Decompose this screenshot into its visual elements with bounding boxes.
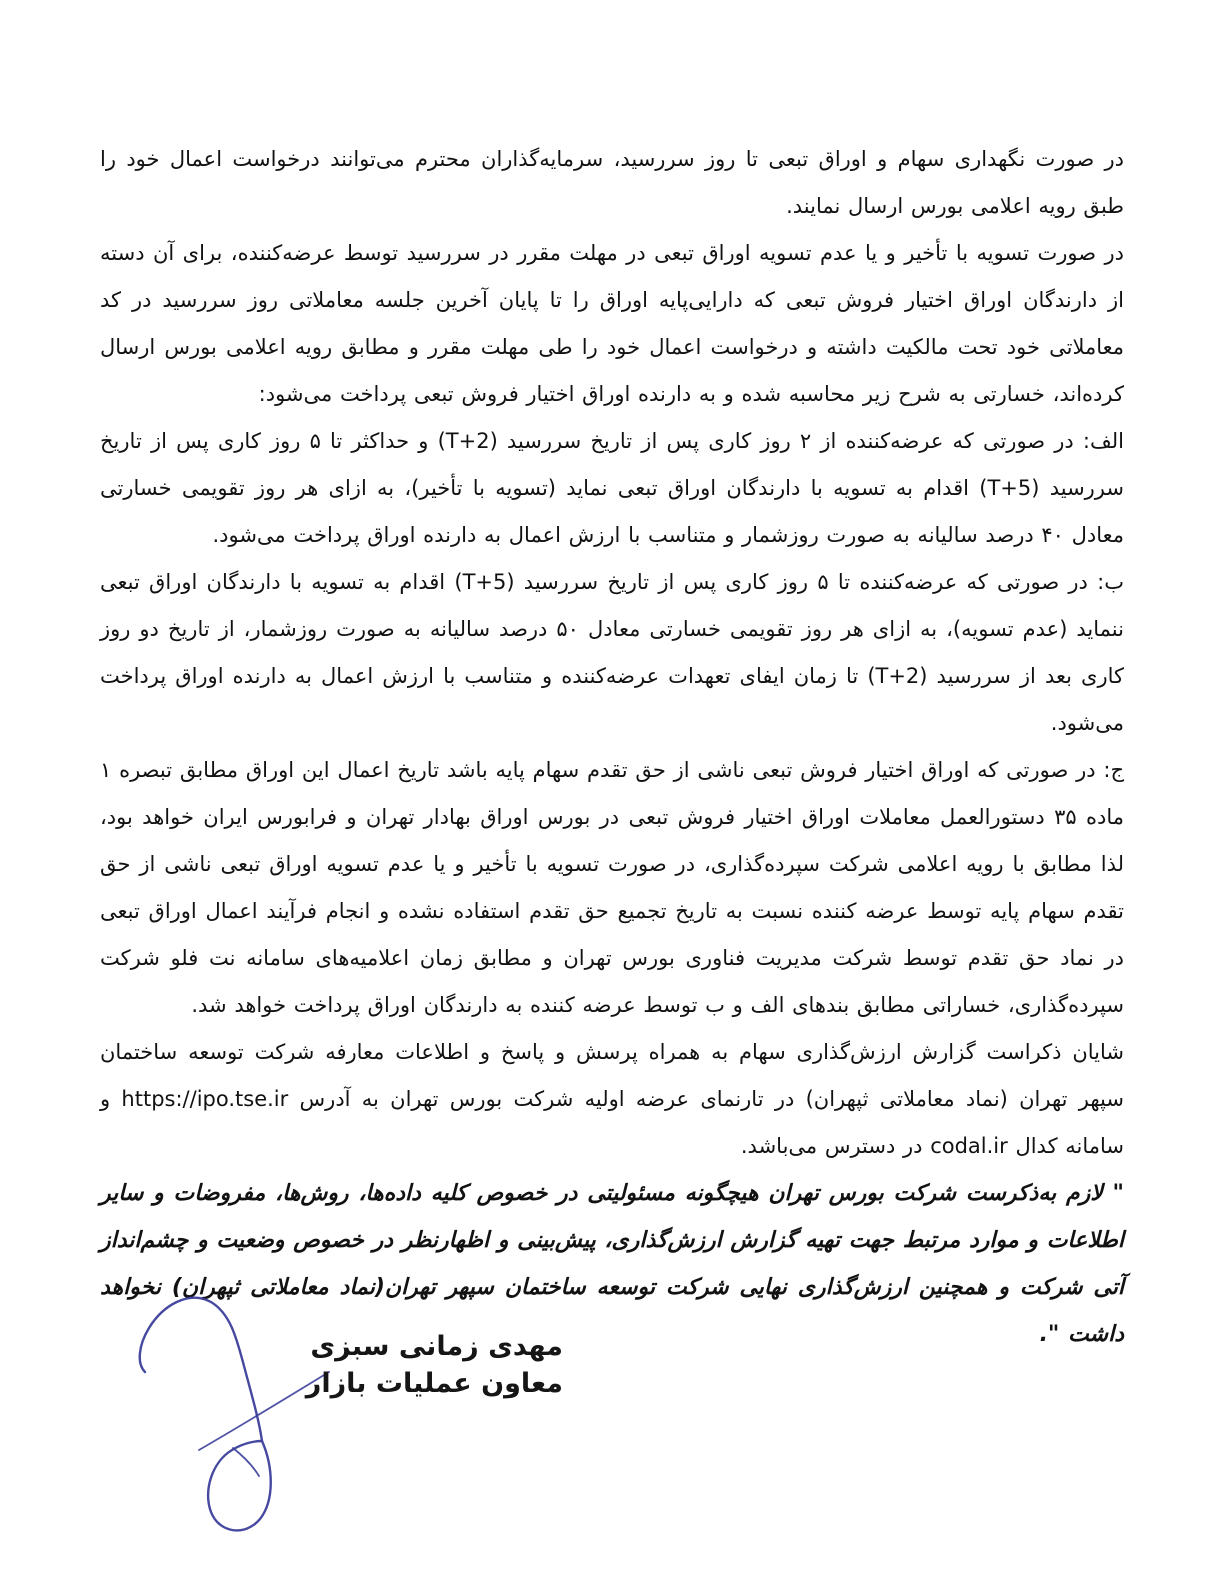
signatory-title: معاون عملیات بازار [305, 1368, 563, 1399]
paragraph-6: شایان ذکراست گزارش ارزش‌گذاری سهام به همراه پرسش و پاسخ و اطلاعات معارفه شرکت توسعه ساختمان سپهر تهران (نماد معاملاتی ثپهران) در تارنمای عرضه اولیه شرکت بورس تهران به آدرس ⁦https://ipo.tse.ir⁩ و سامانه کدال ⁦codal.ir⁩ در دسترس می‌باشد. [100, 1040, 1124, 1158]
paragraph-4: ب: در صورتی که عرضه‌کننده تا ۵ روز کاری پس از تاریخ سررسید ⁦(T+5)⁩ اقدام به تسویه با دارندگان اوراق تبعی ننماید (عدم تسویه)، به ازای هر روز تقویمی خسارتی معادل ۵۰ درصد سالیانه به صورت روزشمار، از تاریخ دو روز کاری بعد از سررسید ⁦(T+2)⁩ تا زمان ایفای تعهدات عرضه‌کننده و متناسب با ارزش اعمال به دارنده اوراق پرداخت می‌شود. [100, 570, 1124, 735]
paragraph-7: " لازم به‌ذکرست شرکت بورس تهران هیچگونه مسئولیتی در خصوص کلیه داده‌ها، روش‌ها، مفروضات و سایر اطلاعات و موارد مرتبط جهت تهیه گزارش ارزش‌گذاری، پیش‌بینی و اظهارنظر در خصوص وضعیت و چشم‌انداز آتی شرکت و همچنین ارزش‌گذاری نهایی شرکت توسعه ساختمان سپهر تهران(نماد معاملاتی ثپهران) نخواهد داشت ". [100, 1181, 1125, 1347]
signatory-name: مهدی زمانی سبزی [310, 1331, 563, 1362]
signatory-text [306, 1328, 563, 1402]
paragraph-1: در صورت نگهداری سهام و اوراق تبعی تا روز سررسید، سرمایه‌گذاران محترم می‌توانند درخواست اعمال خود را طبق رویه اعلامی بورس ارسال نمایند. [100, 147, 1124, 218]
paragraph-3: الف: در صورتی که عرضه‌کننده از ۲ روز کاری پس از تاریخ سررسید ⁦(T+2)⁩ و حداکثر تا ۵ روز کاری پس از تاریخ سررسید ⁦(T+5)⁩ اقدام به تسویه با دارندگان اوراق تبعی نماید (تسویه با تأخیر)، به ازای هر روز تقویمی خسارتی معادل ۴۰ درصد سالیانه به صورت روزشمار و متناسب با ارزش اعمال به دارنده اوراق پرداخت می‌شود. [100, 429, 1124, 547]
signature-block [115, 1288, 595, 1578]
document-body [100, 136, 1124, 1358]
paragraph-5: ج: در صورتی که اوراق اختیار فروش تبعی ناشی از حق تقدم سهام پایه باشد تاریخ اعمال این اوراق مطابق تبصره ۱ ماده ۳۵ دستورالعمل معاملات اوراق اختیار فروش تبعی در بورس اوراق بهادار تهران و فرابورس ایران خواهد بود، لذا مطابق با رویه اعلامی شرکت سپرده‌گذاری، در صورت تسویه با تأخیر و یا عدم تسویه اوراق تبعی ناشی از حق تقدم سهام پایه توسط عرضه کننده نسبت به تاریخ تجمیع حق تقدم استفاده نشده و انجام فرآیند اعمال اوراق تبعی در نماد حق تقدم توسط شرکت مدیریت فناوری بورس تهران و مطابق زمان اعلامیه‌های سامانه نت فلو شرکت سپرده‌گذاری، خساراتی مطابق بندهای الف و ب توسط عرضه کننده به دارندگان اوراق پرداخت خواهد شد. [100, 758, 1124, 1017]
paragraph-2: در صورت تسویه با تأخیر و یا عدم تسویه اوراق تبعی در مهلت مقرر در سررسید توسط عرضه‌کننده، برای آن دسته از دارندگان اوراق اختیار فروش تبعی که دارایی‌پایه اوراق را تا پایان آخرین جلسه معاملاتی روز سررسید در کد معاملاتی خود تحت مالکیت داشته و درخواست اعمال خود را طی مهلت مقرر و مطابق رویه اعلامی بورس ارسال کرده‌اند، خسارتی به شرح زیر محاسبه شده و به دارنده اوراق اختیار فروش تبعی پرداخت می‌شود: [100, 241, 1124, 406]
